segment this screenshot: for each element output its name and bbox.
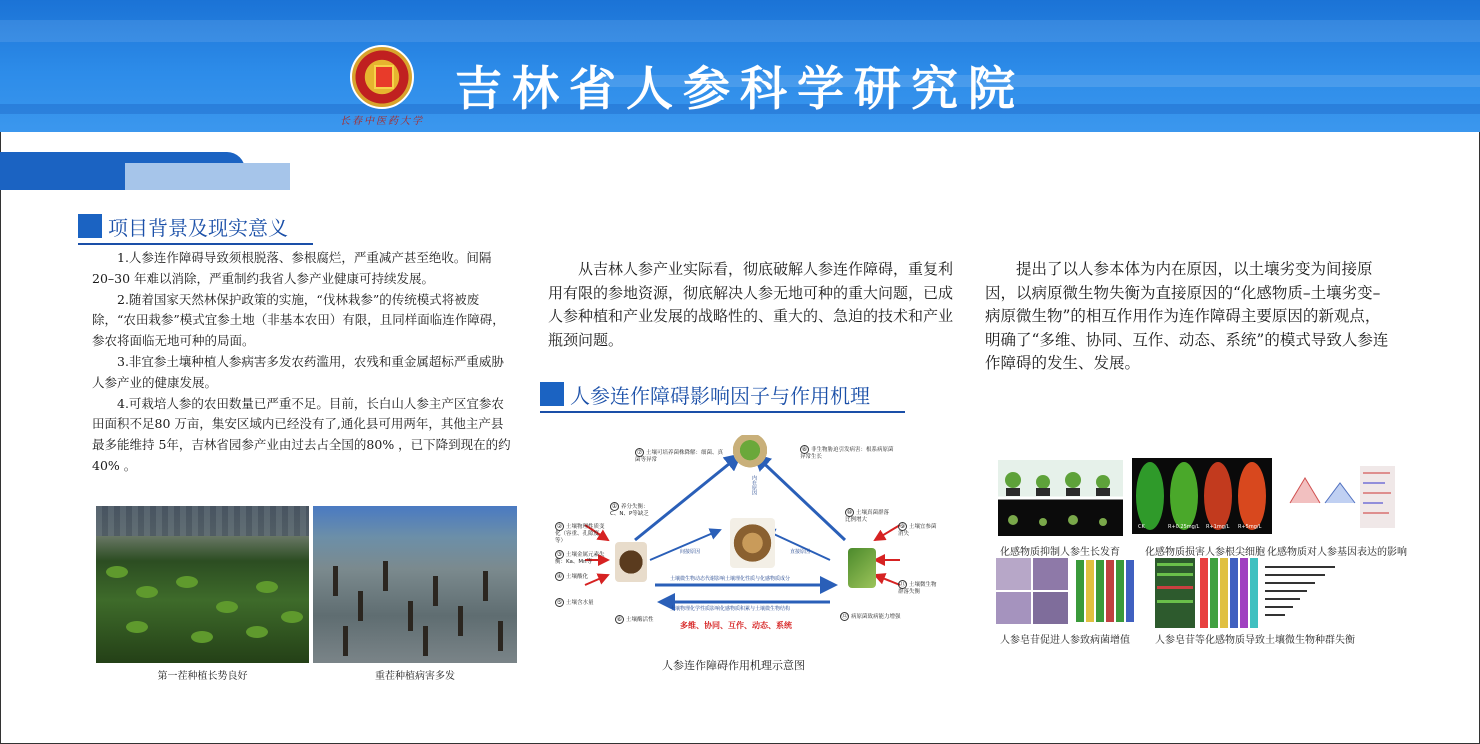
left-factor-2: ② 土壤物理性质变化（容重、孔隙度等） xyxy=(555,523,605,544)
accent-bar-light xyxy=(125,163,290,190)
figure-caption-4: 人参皂苷促进人参致病菌增值 xyxy=(1000,635,1130,646)
right-factor-10: ⑩ 土壤真菌群落比例增大 xyxy=(845,509,890,523)
growth-plants-graphic xyxy=(998,460,1123,536)
ginseng-plant-image xyxy=(733,435,767,473)
left-factor-5: ⑤ 土壤含水量 xyxy=(556,599,594,606)
background-paragraph-3: 3.非宜参土壤种植人参病害多发农药滥用，农残和重金属超标严重威胁人参产业的健康发展。 xyxy=(92,353,504,390)
figure-growth-inhibition xyxy=(998,460,1123,536)
background-paragraph-4: 4.可栽培人参的农田数量已严重不足。目前，长白山人参主产区宜参农田面积不足80 万亩，集安区域内已经没有了,通化县可用两年，其他主产县最多能维持 5年，吉林省园参产业由过去占全国的80% ，已下降到现在的约40% 。 xyxy=(92,395,511,473)
label-ck: CK xyxy=(1138,524,1145,530)
microbial-community-graphic xyxy=(1155,558,1370,628)
photo-first-crop xyxy=(96,506,309,663)
label-r025: R+0.25mg/L xyxy=(1168,524,1200,530)
label-r1: R+1mg/L xyxy=(1206,524,1230,530)
left-factor-3: ③ 土壤金属元素失衡：Ka、Mn等 xyxy=(555,551,605,565)
heading-underline xyxy=(540,411,905,413)
heading-square-icon xyxy=(540,382,564,406)
page-title: 吉林省人参科学研究院 xyxy=(455,62,1025,117)
root-tip-fluorescence-graphic xyxy=(1132,458,1272,534)
heading-underline xyxy=(78,243,313,245)
background-text xyxy=(92,248,512,477)
strategy-paragraph: 从吉林人参产业实际看，彻底破解人参连作障碍，重复利用有限的参地资源，彻底解决人参无地可种的重大问题，已成人参种植和产业发展的战略性的、重大的、急迫的技术和产业瓶颈问题。 xyxy=(548,260,954,349)
figure-caption-2: 化感物质损害人参根尖细胞 xyxy=(1145,547,1265,558)
photo-replant-disease xyxy=(313,506,517,663)
right-factor-11: ⑪ 土壤微生物群落失衡 xyxy=(898,581,937,595)
gene-expression-plot-graphic xyxy=(1285,458,1400,538)
label-r5: R+5mg/L xyxy=(1238,524,1262,530)
photo-caption-2: 重茬种植病害多发 xyxy=(375,671,455,682)
photo-caption-1: 第一茬种植长势良好 xyxy=(157,671,248,682)
figure-gene-expression xyxy=(1285,458,1400,538)
mechanism-diagram xyxy=(540,430,940,645)
section-heading-background xyxy=(78,212,313,242)
heading-square-icon xyxy=(78,214,102,238)
left-factor-6: ⑥ 土壤酶活性 xyxy=(616,616,654,623)
left-factor-4: ④ 土壤酸化 xyxy=(556,573,589,580)
figure-caption-3: 化感物质对人参基因表达的影响 xyxy=(1267,547,1407,558)
background-paragraph-1: 1.人参连作障碍导致须根脱落、参根腐烂，严重减产甚至绝收。间隔20–30 年难以消除，严重制约我省人参产业健康可持续发展。 xyxy=(92,250,492,286)
figure-caption-1: 化感物质抑制人参生长发育 xyxy=(1000,547,1120,558)
right-factor-8: ⑧ 非生物胁迫引发病害：根系病原菌异常生长 xyxy=(800,446,894,460)
figure-root-tip-cells xyxy=(1132,458,1272,534)
label-internal-cause: 内在原因 xyxy=(751,475,757,495)
logo-text: 长春中医药大学 xyxy=(340,116,424,127)
label-indirect-cause: 间接原因 xyxy=(680,549,701,555)
figure-caption-5: 人参皂苷等化感物质导致土壤微生物种群失衡 xyxy=(1155,635,1355,646)
pathogen-images-graphic xyxy=(996,558,1141,626)
conclusion-paragraph: 提出了以人参本体为内在原因，以土壤劣变为间接原因，以病原微生物失衡为直接原因的“化感物质–土壤劣变–病原微生物”的相互作用作为连作障碍主要原因的新观点，明确了“多维、协同、互作、动态、系统”的模式导致人参连作障碍的发生、发展。 xyxy=(985,260,1389,372)
heading-text: 项目背景及现实意义 xyxy=(108,216,288,240)
heading-text: 人参连作障碍影响因子与作用机理 xyxy=(570,384,870,408)
logo-emblem-icon xyxy=(374,65,394,89)
label-interaction-1: 土壤微生物动态代谢影响土壤理化性质与化感物质成分 xyxy=(670,576,791,582)
soil-image xyxy=(615,542,647,582)
diagram-caption: 人参连作障碍作用机理示意图 xyxy=(662,659,805,672)
right-factor-12: ⑫ 病原菌致病能力增强 xyxy=(841,613,901,620)
diseased-leaf-image xyxy=(848,548,876,588)
left-factor-1: ① 养分失衡：C、N、P等缺乏 xyxy=(610,503,649,517)
figure-microbial-imbalance xyxy=(1155,558,1370,628)
section-heading-mechanism xyxy=(540,380,905,410)
university-logo xyxy=(350,45,414,109)
header-banner xyxy=(0,0,1480,132)
label-interaction-2: 土壤物理化学性质影响化感物质积累与土壤微生物结构 xyxy=(670,606,791,612)
label-direct-cause: 直接原因 xyxy=(790,549,811,555)
ginseng-root-image xyxy=(730,518,775,568)
right-factor-7: ⑦ 土壤可培养菌株降解：细菌、真菌等异常 xyxy=(635,449,724,463)
figure-pathogen-proliferation xyxy=(996,558,1141,626)
background-paragraph-2: 2.随着国家天然林保护政策的实施，“伐林栽参”的传统模式将被废除，“农田栽参”模式宜参土地（非基本农田）有限，且同样面临连作障碍，参农将面临无地可种的局面。 xyxy=(92,291,505,349)
diagram-keywords: 多维、协同、互作、动态、系统 xyxy=(680,621,792,630)
right-factor-9: ⑨ 土壤宜参菌消失 xyxy=(898,523,937,537)
